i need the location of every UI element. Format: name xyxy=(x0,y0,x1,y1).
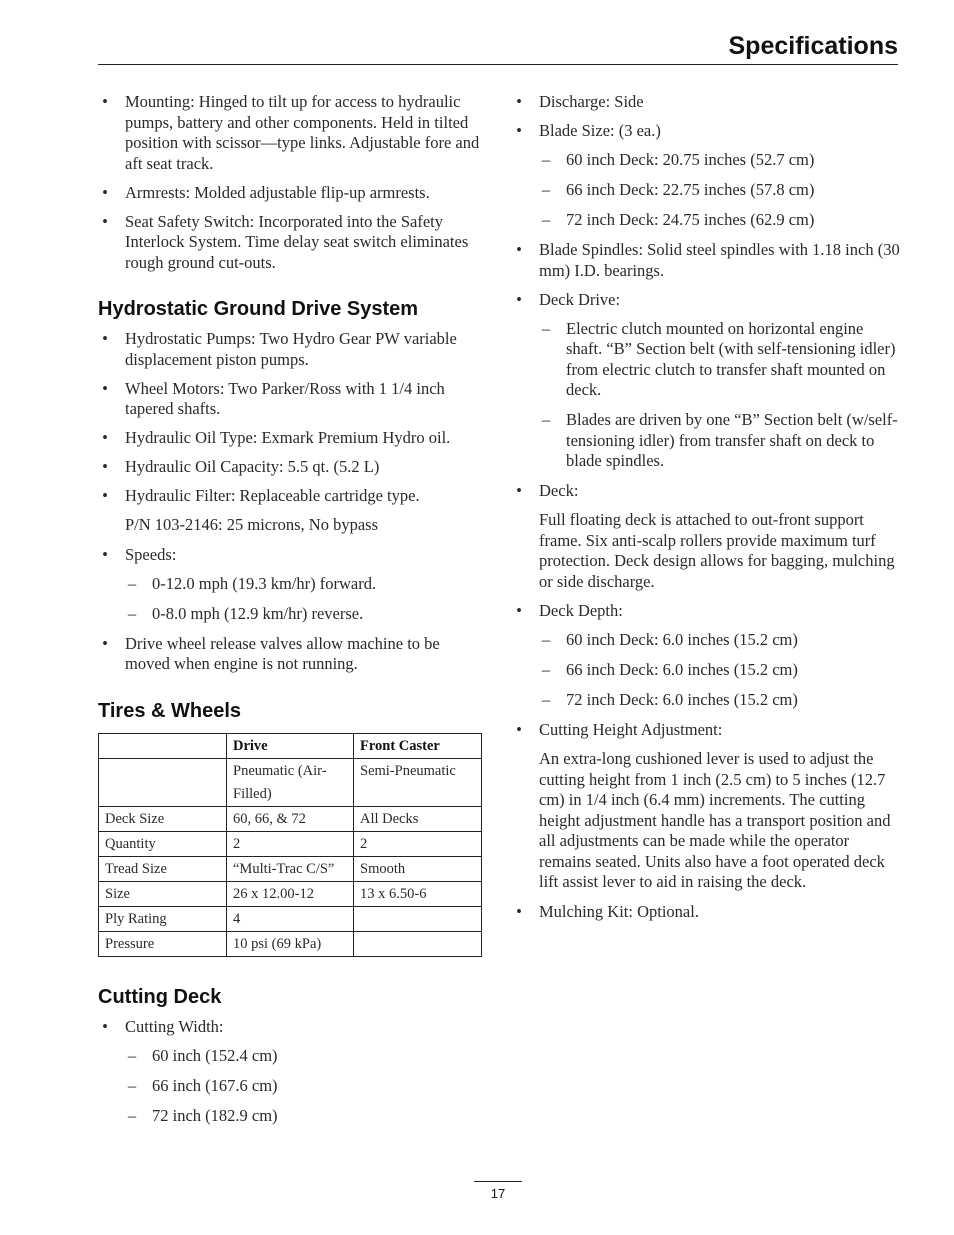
list-item xyxy=(98,428,483,449)
page-title: Specifications xyxy=(728,32,898,60)
item-text: Mulching Kit: Optional. xyxy=(539,901,699,921)
sub-list-item xyxy=(512,660,900,681)
list-item xyxy=(98,486,483,507)
item-text: Armrests: Molded adjustable flip-up armrests. xyxy=(125,182,430,202)
bullet-marker: • xyxy=(516,289,522,309)
bullet-marker: • xyxy=(516,92,522,111)
table-cell xyxy=(99,758,227,806)
dash-marker: – xyxy=(541,630,551,649)
list-item xyxy=(98,379,483,420)
table-row xyxy=(99,906,482,931)
item-text: Blade Size: (3 ea.) xyxy=(539,121,661,140)
list-item xyxy=(98,92,483,174)
table-header-row xyxy=(99,733,482,758)
item-text: Cutting Height Adjustment: xyxy=(539,720,723,739)
filter-part-number: P/N 103-2146: 25 microns, No bypass xyxy=(125,515,378,534)
sub-list-item xyxy=(98,604,483,625)
list-item xyxy=(512,481,900,502)
list-item xyxy=(98,457,483,478)
item-text: Deck Drive: xyxy=(539,289,621,309)
list-item xyxy=(512,121,900,142)
item-text: 66 inch (167.6 cm) xyxy=(152,1075,278,1095)
table-cell: Pressure xyxy=(99,931,227,956)
table-cell: “Multi-Trac C/S” xyxy=(227,856,354,881)
item-text: 60 inch Deck: 6.0 inches (15.2 cm) xyxy=(566,630,798,649)
table-cell: Smooth xyxy=(354,856,482,881)
item-text: Mounting: Hinged to tilt up for access to hydraulic pumps, battery and other components. Held in tilted position with scissor—type links. Adjustable fore and aft seat track. xyxy=(125,92,480,173)
table-cell: Ply Rating xyxy=(99,906,227,931)
item-text: Deck: xyxy=(539,481,579,500)
sub-list-item xyxy=(512,630,900,651)
list-item xyxy=(98,634,483,675)
table-cell: 4 xyxy=(227,906,354,931)
table-row xyxy=(99,831,482,856)
dash-marker: – xyxy=(541,210,551,229)
table-header-cell: Drive xyxy=(227,733,354,758)
item-text: Deck Depth: xyxy=(539,601,623,620)
table-cell: 10 psi (69 kPa) xyxy=(227,931,354,956)
page-number: 17 xyxy=(490,1186,506,1201)
item-text: Blade Spindles: Solid steel spindles with 1.18 inch (30 mm) I.D. bearings. xyxy=(539,240,900,280)
item-text: Wheel Motors: Two Parker/Ross with 1 1/4 inch tapered shafts. xyxy=(125,378,445,418)
table-row xyxy=(99,856,482,881)
table-cell: 60, 66, & 72 xyxy=(227,806,354,831)
sub-list-item xyxy=(98,1076,483,1097)
bullet-marker: • xyxy=(516,601,522,620)
header-rule xyxy=(98,64,898,65)
dash-marker: – xyxy=(127,1075,137,1095)
table-cell xyxy=(354,906,482,931)
item-text: Discharge: Side xyxy=(539,92,644,111)
item-text: Hydraulic Filter: Replaceable cartridge type. xyxy=(125,486,420,505)
item-text: Seat Safety Switch: Incorporated into the Safety Interlock System. Time delay seat switch eliminates rough ground cut-outs. xyxy=(125,211,469,272)
item-text: 60 inch Deck: 20.75 inches (52.7 cm) xyxy=(566,150,815,169)
dash-marker: – xyxy=(127,573,137,593)
list-item xyxy=(512,720,900,741)
item-text: 72 inch Deck: 6.0 inches (15.2 cm) xyxy=(566,690,798,709)
bullet-marker: • xyxy=(102,378,108,398)
dash-marker: – xyxy=(127,1045,137,1065)
table-cell: Size xyxy=(99,881,227,906)
sub-list-item xyxy=(512,319,900,401)
list-item xyxy=(512,902,900,923)
bullet-marker: • xyxy=(102,633,108,653)
dash-marker: – xyxy=(541,410,551,429)
table-row xyxy=(99,881,482,906)
tires-wheels-table xyxy=(98,733,482,957)
item-text: 60 inch (152.4 cm) xyxy=(152,1045,278,1065)
bullet-marker: • xyxy=(102,182,108,202)
item-text: 72 inch (182.9 cm) xyxy=(152,1105,278,1125)
table-cell: All Decks xyxy=(354,806,482,831)
height-adjustment-description: An extra-long cushioned lever is used to adjust the cutting height from 1 inch (2.5 cm) to 5 inches (12.7 cm) in 1/4 inch (6.4 mm) increments. The cutting height adjustment handle has a transport position and all adjustments can be made while the operator remains seated. Units also have a foot operated deck lift assist lever to aid in raising the deck. xyxy=(539,749,891,891)
dash-marker: – xyxy=(127,603,137,623)
sub-list-item xyxy=(512,690,900,711)
list-item xyxy=(512,290,900,311)
sub-list-item xyxy=(512,410,900,472)
bullet-marker: • xyxy=(102,329,108,348)
table-header-cell xyxy=(99,733,227,758)
right-column xyxy=(512,92,900,931)
item-text: Blades are driven by one “B” Section belt (w/self-tensioning idler) from transfer shaft on deck to blade spindles. xyxy=(566,410,898,470)
table-cell: 26 x 12.00-12 xyxy=(227,881,354,906)
list-item xyxy=(98,183,483,204)
sub-list-item xyxy=(98,1106,483,1127)
list-item xyxy=(98,1017,483,1038)
item-text: 66 inch Deck: 22.75 inches (57.8 cm) xyxy=(566,180,815,199)
item-text: 72 inch Deck: 24.75 inches (62.9 cm) xyxy=(566,210,815,229)
dash-marker: – xyxy=(127,1105,137,1125)
bullet-marker: • xyxy=(102,486,108,505)
item-text: Hydrostatic Pumps: Two Hydro Gear PW variable displacement piston pumps. xyxy=(125,329,457,369)
item-text: Speeds: xyxy=(125,544,177,564)
table-cell xyxy=(227,758,354,806)
list-item xyxy=(98,212,483,274)
bullet-marker: • xyxy=(102,1016,108,1036)
deck-description: Full floating deck is attached to out-front support frame. Six anti-scalp rollers provide maximum turf protection. Deck design allows for bagging, mulching or side discharge. xyxy=(539,510,895,591)
list-item xyxy=(512,601,900,622)
dash-marker: – xyxy=(541,180,551,199)
bullet-marker: • xyxy=(516,481,522,500)
table-cell: Semi-Pneumatic xyxy=(354,758,482,806)
dash-marker: – xyxy=(541,150,551,169)
item-text: 66 inch Deck: 6.0 inches (15.2 cm) xyxy=(566,660,798,679)
dash-marker: – xyxy=(541,660,551,679)
bullet-marker: • xyxy=(102,544,108,564)
list-item xyxy=(98,329,483,370)
table-cell: Quantity xyxy=(99,831,227,856)
item-text: 0-12.0 mph (19.3 km/hr) forward. xyxy=(152,573,377,593)
section-heading-tires: Tires & Wheels xyxy=(98,699,242,722)
table-cell: 2 xyxy=(354,831,482,856)
table-cell: 2 xyxy=(227,831,354,856)
section-heading-cutting-deck: Cutting Deck xyxy=(98,985,222,1008)
table-row xyxy=(99,806,482,831)
section-heading-hydrostatic: Hydrostatic Ground Drive System xyxy=(98,298,419,320)
left-column xyxy=(98,92,483,1136)
item-text: Cutting Width: xyxy=(125,1016,224,1036)
sub-list-item xyxy=(98,1046,483,1067)
footer-rule xyxy=(474,1181,522,1182)
table-cell: Deck Size xyxy=(99,806,227,831)
bullet-marker: • xyxy=(102,92,108,111)
item-text: Drive wheel release valves allow machine to be moved when engine is not running. xyxy=(125,633,440,673)
dash-marker: – xyxy=(541,690,551,709)
sub-list-item xyxy=(98,574,483,595)
list-item xyxy=(512,240,900,281)
sub-list-item xyxy=(512,150,900,171)
table-cell xyxy=(354,931,482,956)
table-row xyxy=(99,931,482,956)
table-cell: Tread Size xyxy=(99,856,227,881)
table-cell: 13 x 6.50-6 xyxy=(354,881,482,906)
bullet-marker: • xyxy=(516,720,522,739)
bullet-marker: • xyxy=(516,240,522,259)
cell-text: Pneumatic (Air-Filled) xyxy=(233,762,327,802)
bullet-marker: • xyxy=(102,457,108,476)
item-text: 0-8.0 mph (12.9 km/hr) reverse. xyxy=(152,603,364,623)
sub-list-item xyxy=(512,210,900,231)
sub-list-item xyxy=(512,180,900,201)
table-header-cell: Front Caster xyxy=(354,733,482,758)
bullet-marker: • xyxy=(516,121,522,140)
item-text: Electric clutch mounted on horizontal engine shaft. “B” Section belt (with self-tensioning idler) from electric clutch to transfer shaft mounted on deck. xyxy=(566,318,896,399)
table-row xyxy=(99,758,482,806)
bullet-marker: • xyxy=(516,901,522,921)
list-item xyxy=(512,92,900,113)
item-text: Hydraulic Oil Capacity: 5.5 qt. (5.2 L) xyxy=(125,457,380,476)
dash-marker: – xyxy=(541,318,551,338)
bullet-marker: • xyxy=(102,211,108,231)
bullet-marker: • xyxy=(102,428,108,447)
item-text: Hydraulic Oil Type: Exmark Premium Hydro oil. xyxy=(125,428,451,447)
list-item xyxy=(98,545,483,566)
